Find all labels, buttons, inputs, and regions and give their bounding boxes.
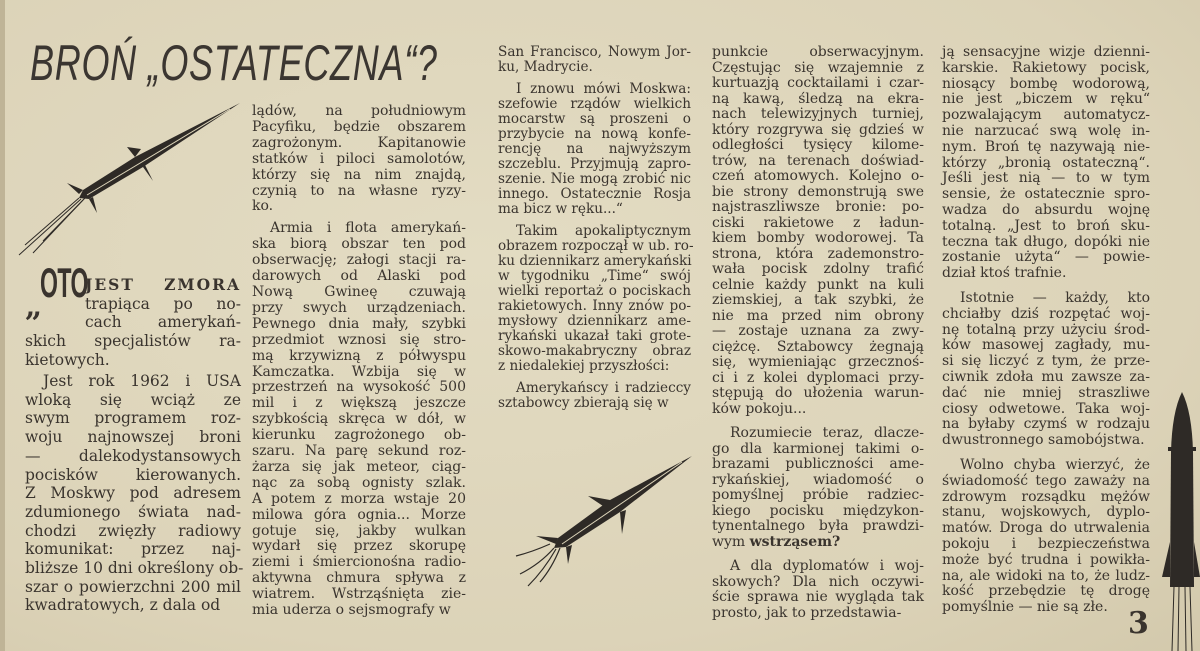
text-line: go dla karmionej takimi o- — [712, 440, 924, 457]
text-line: mocarstw są proszeni o — [498, 111, 691, 127]
text-line: bliższe 10 dni określony ob- — [25, 559, 244, 578]
text-line: na, ale widoki na to, że ludz- — [942, 567, 1150, 584]
text-line: swym programem roz- — [25, 409, 241, 428]
text-line: kiego pocisku międzykon- — [712, 502, 924, 519]
text-line: mia uderza o sejsmografy w — [252, 602, 451, 619]
text-line: skich specjalistów ra- — [25, 332, 241, 351]
text-line: A dla dyplomatów i woj- — [730, 558, 924, 574]
paragraph — [25, 372, 244, 615]
text-line: pomyślnie — nie są złe. — [942, 599, 1108, 616]
text-line: kietowych. — [25, 350, 110, 369]
paragraph — [252, 221, 466, 619]
text-line: może być trudna i powikła- — [942, 551, 1150, 568]
text-line: strona, która zademonstro- — [712, 245, 924, 262]
text-line: wydarł się przez skorupę — [252, 538, 466, 555]
text-line: ku, Madrycie. — [498, 59, 593, 75]
text-line: ście sprawa nie wygląda tak — [712, 589, 924, 605]
text-line: pomyślnej próbie radziec- — [712, 487, 924, 503]
text-line: przestrzeń na wysokość 500 — [252, 379, 466, 396]
text-line: Jeśli jest nią — to w tym — [942, 170, 1150, 187]
text-line: ci i z kolei dyplomaci przy- — [712, 369, 924, 386]
drop-cap-quote: „ — [25, 289, 43, 324]
text-line: sensie, że ostatecznie spro- — [942, 186, 1150, 203]
paragraph — [712, 426, 924, 550]
text-line: sztabowcy zbierają się w — [498, 395, 669, 411]
text-line: bie strony demonstrują swe — [712, 183, 924, 200]
text-line: szaru. Na parę sekund roz- — [252, 443, 466, 460]
text-line: lądów, na południowym — [252, 103, 466, 119]
text-line: wloką się wciąż ze — [25, 390, 241, 409]
rocket-flying-illustration — [510, 452, 695, 592]
text-line: który rozgrywa się gdzieś w — [712, 121, 924, 138]
text-line: trapiąca po no- — [85, 294, 241, 313]
text-line: na byłaby czymś w rodzaju — [942, 416, 1150, 433]
text-line: mysłowy dziennikarz ame- — [498, 313, 691, 329]
text-line: zostanie użyta“ — powie- — [942, 249, 1150, 266]
text-line: gotuje się, jakby wulkan — [252, 522, 466, 539]
text-line: A potem z morza wstaje 20 — [252, 490, 466, 507]
text-line: kwadratowych, z dala od — [25, 596, 221, 615]
text-line: obserwację; załogi stacji ra- — [252, 252, 466, 269]
text-line: wadza do absurdu wojnę — [942, 201, 1150, 218]
text-line: pokoju i bezpieczeństwa — [942, 535, 1150, 552]
article-title: BROŃ „OSTATECZNA“? — [30, 35, 438, 91]
column-1 — [25, 372, 244, 615]
text-line: mil i z większą jeszcze — [252, 395, 466, 412]
text-line: pozwalającym automatycz- — [942, 107, 1150, 124]
column-5 — [942, 45, 1150, 625]
text-line: z niedalekiej przyszłości: — [498, 358, 670, 374]
text-line: kość przebędzie tę drogę — [942, 583, 1150, 600]
paragraph — [498, 82, 691, 217]
text-line: ciężcę. Sztabowcy żegnają — [712, 338, 924, 355]
text-line: kurtuazją cocktailami i czar- — [712, 75, 924, 91]
text-line: stępują do ułożenia warun- — [712, 385, 924, 401]
text-line: najstraszliwsze bronie: po- — [712, 199, 924, 215]
text-line: si się liczyć z tym, że prze- — [942, 353, 1150, 370]
rocket-vertical-illustration — [1160, 392, 1200, 651]
text-line: — dalekodystansowych — [25, 446, 241, 465]
column-4 — [712, 45, 924, 630]
text-line: ziemskiej, a tak szybki, że — [712, 292, 924, 308]
text-line: czeń atomowych. Kolejno o- — [712, 168, 924, 184]
text-line: szar o powierzchni 200 mil — [25, 577, 241, 596]
column-3 — [498, 44, 694, 418]
text-line: cach amerykań- — [85, 313, 241, 332]
text-line: prosto, jak to przedstawia- — [712, 604, 902, 621]
text-line: totalną. „Jest to broń sku- — [942, 217, 1150, 234]
text-line: się, wymieniając grzecznoś- — [712, 354, 924, 370]
text-line: przy swych urządzeniach. — [252, 299, 466, 316]
drop-cap-word: OTO — [40, 259, 88, 306]
text-line: pocisków kierowanych. — [25, 465, 241, 484]
text-line: komunikat: przez naj- — [25, 540, 241, 559]
page-number: 3 — [1128, 606, 1149, 641]
text-line: ciski rakietowe z ładun- — [712, 214, 924, 231]
text-line: czynią to na własne ryzy- — [252, 182, 466, 199]
text-line: obrazem rozpoczął w ub. ro- — [498, 238, 694, 254]
text-line: wała pocisk zdolny trafić — [712, 261, 924, 277]
paragraph — [252, 104, 466, 215]
text-line: dać nie mniej straszliwe — [942, 384, 1150, 401]
text-line: szybkością skręca w dół, w — [252, 411, 466, 428]
text-line: nie narzucać swą wolę in- — [942, 122, 1150, 139]
text-line: szczeblu. Przyjmują zapro- — [498, 156, 691, 172]
text-line: nym. Broń tę nazywają nie- — [942, 138, 1150, 155]
paragraph — [942, 45, 1150, 282]
text-line: stanu, wojskowych, dyplo- — [942, 504, 1150, 521]
text-line: ków pokoju... — [712, 400, 807, 417]
text-line: dział ktoś trafnie. — [942, 265, 1067, 282]
text-line: rykański ukazał taki grote- — [498, 328, 691, 344]
text-line: Nową Gwineę czuwają — [252, 283, 466, 300]
text-line: matów. Droga do utrwalenia — [942, 520, 1150, 537]
text-line: Wolno chyba wierzyć, że — [960, 456, 1150, 473]
text-line: Pewnego dnia mały, szybki — [252, 315, 466, 332]
text-line: ko. — [252, 198, 274, 215]
paragraph — [498, 45, 691, 75]
text-line: ska biorą obszar ten pod — [252, 236, 466, 253]
text-line: nie jest „biczem w ręku“ — [942, 91, 1150, 108]
text-line: celnie każdy punkt na kuli — [712, 276, 924, 293]
bold-word: wstrząsem? — [749, 533, 841, 550]
paragraph — [498, 381, 691, 411]
text-line: przedmiot wznosi się stro- — [252, 331, 466, 348]
text-line: rakietowych. Inny znów po- — [498, 298, 691, 314]
text-line: milowa góra ognia... Morze — [252, 506, 466, 523]
text-line: brazami publiczności ame- — [712, 456, 924, 472]
text-line: ma bicz w ręku...“ — [498, 201, 623, 217]
text-line: kierunku zagrożonego ob- — [252, 427, 466, 444]
paragraph — [942, 458, 1150, 616]
text-line: żarza się jak meteor, ciąg- — [252, 458, 466, 475]
text-line: Częstując się wzajemnie z — [712, 59, 924, 76]
paragraph — [712, 559, 924, 621]
text-segment: wym — [712, 533, 750, 550]
text-line: dwustronnego samobójstwa. — [942, 432, 1145, 449]
text-line: darowych od Alaski pod — [252, 268, 466, 285]
text-line: szenie. Nie mogą zrobić nic — [498, 171, 691, 187]
text-line: tynentalnego była prawdzi- — [712, 518, 924, 534]
column-2 — [252, 104, 466, 625]
text-line: skowych? Dla nich oczywi- — [712, 573, 924, 590]
text-line: Istotnie — każdy, kto — [960, 289, 1150, 306]
text-line: którzy się na nim znajdą, — [252, 166, 466, 183]
text-line: zdrowym rozsądku mężów — [942, 488, 1150, 505]
text-line: JEST ZMORA — [85, 275, 241, 294]
text-line: nę totalną przy użyciu środ- — [942, 321, 1150, 338]
text-line: rykańskiej, wiadomość o — [712, 471, 924, 488]
drop-cap — [25, 259, 88, 336]
text-line: teczna tak długo, dopóki nie — [942, 233, 1150, 250]
text-line: aktywna chmura spływa z — [252, 570, 466, 587]
page-edge — [0, 0, 5, 651]
text-line: I znowu mówi Moskwa: — [516, 81, 691, 97]
paragraph — [712, 45, 924, 417]
text-line: punkcie obserwacyjnym. — [712, 44, 924, 60]
text-line: ków masowej zagłady, mu- — [942, 337, 1150, 354]
text-line: Kamczatka. Wzbija się w — [252, 363, 466, 380]
text-line: wiatrem. Wstrząśnięta zie- — [252, 586, 466, 603]
text-line: nąc za sobą ognisty szlak. — [252, 474, 466, 491]
text-line: zdumionego świata nad- — [25, 502, 241, 521]
text-line: Jest rok 1962 i USA — [43, 372, 241, 390]
paragraph — [498, 223, 694, 374]
text-line: rencję na najwyższym — [498, 141, 691, 157]
text-line: Armia i flota amerykań- — [270, 220, 466, 237]
text-line: nie ma przed nim obrony — [712, 307, 924, 324]
article-lead — [25, 259, 241, 370]
text-line: przybycie na nową konfe- — [498, 126, 691, 142]
text-line: ciosy odwetowe. Taka woj- — [942, 400, 1150, 417]
text-line: woju najnowszej broni — [25, 428, 241, 447]
text-line: karskie. Rakietowy pocisk, — [942, 59, 1150, 76]
text-line: ciwnik zdoła mu zawsze za- — [942, 368, 1150, 385]
text-line: niosący bombę wodorową, — [942, 75, 1150, 92]
text-line — [712, 535, 924, 551]
text-line: innego. Ostatecznie Rosja — [498, 186, 691, 202]
text-line: zagrożonym. Kapitanowie — [252, 134, 466, 151]
text-line: San Francisco, Nowym Jor- — [498, 44, 691, 60]
text-line: ją sensacyjne wizje dzienni- — [942, 44, 1150, 60]
text-line: Takim apokaliptycznym — [516, 223, 691, 239]
text-line: odległości tysięcy kilome- — [712, 137, 924, 153]
text-line: ku dziennikarz amerykański — [498, 253, 692, 269]
text-line: statków i piloci samolotów, — [252, 150, 466, 167]
paragraph — [942, 291, 1150, 449]
text-line: trów, na terenach doświad- — [712, 152, 924, 169]
text-line: ną kawą, śledzą na ekra- — [712, 90, 924, 107]
text-line: którzy „bronią ostateczną“. — [942, 154, 1150, 171]
text-line: w tygodniku „Time“ swój — [498, 268, 691, 284]
text-line: skowo-makabryczny obraz — [498, 343, 691, 359]
text-line: świadomość tego zaważy na — [942, 472, 1150, 489]
text-line: kiem bomby wodorowej. Ta — [712, 230, 924, 246]
text-line: Pacyfiku, będzie obszarem — [252, 118, 466, 135]
text-line: Rozumiecie teraz, dlacze- — [730, 425, 924, 441]
text-line: Amerykańscy i radzieccy — [516, 380, 691, 396]
text-line: Z Moskwy pod adresem — [25, 484, 241, 503]
text-line: szefowie rządów wielkich — [498, 96, 691, 112]
text-line: — zostaje uznana za zwy- — [712, 323, 924, 339]
text-line: chodzi zwięzły radiowy — [25, 521, 241, 540]
text-line: mą krzywizną z półwyspu — [252, 347, 466, 364]
rocket-diagonal-illustration — [15, 95, 245, 265]
text-line: nach telewizyjnych turniej, — [712, 106, 924, 122]
text-line: chciałby dziś rozpętać woj- — [942, 305, 1150, 322]
text-line: wielki reportaż o pociskach — [498, 283, 691, 299]
text-line: ziemi i śmiercionośna radio- — [252, 554, 466, 571]
